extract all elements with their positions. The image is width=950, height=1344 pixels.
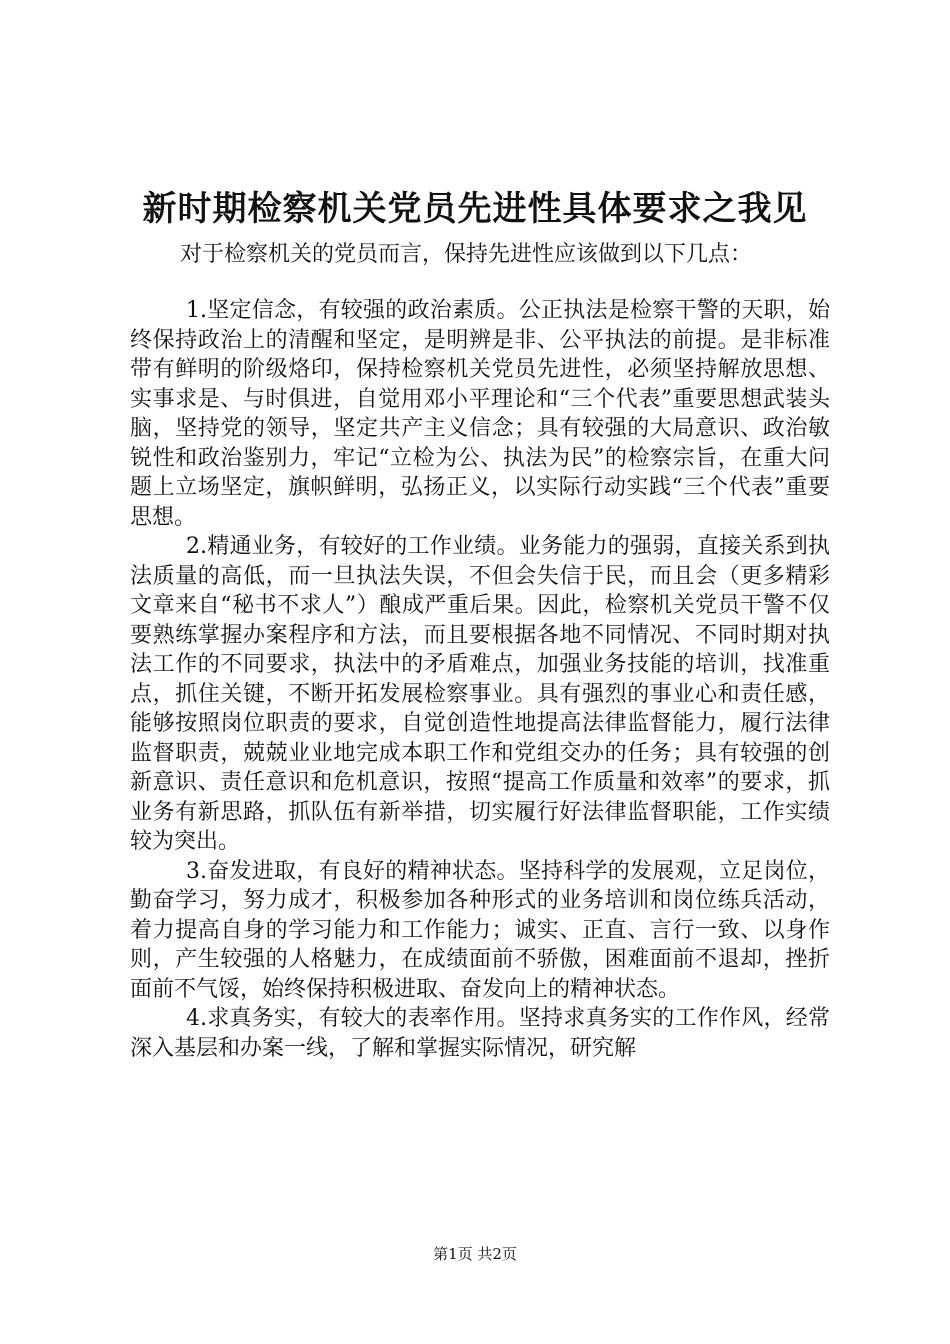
page-footer: 第1页 共2页	[433, 1245, 517, 1263]
document-title: 新时期检察机关党员先进性具体要求之我见	[142, 189, 808, 229]
paragraph-2: 2.精通业务，有较好的工作业绩。业务能力的强弱，直接关系到执法质量的高低，而一旦执法失误，不但会失信于民，而且会（更多精彩文章来自“秘书不求人”）酿成严重后果。因此，检察机关党员干警不仅要熟练掌握办案程序和方法，而且要根据各地不同情况、不同时期对执法工作的不同要求，执法中的矛盾难点，加强业务技能的培训，找准重点，抓住关键，不断开拓发展检察事业。具有强烈的事业心和责任感，能够按照岗位职责的要求，自觉创造性地提高法律监督能力，履行法律监督职责，兢兢业业地完成本职工作和党组交办的任务；具有较强的创新意识、责任意识和危机意识，按照“提高工作质量和效率”的要求，抓业务有新思路，抓队伍有新举措，切实履行好法律监督职能，工作实绩较为突出。	[130, 534, 830, 854]
document-body	[130, 296, 830, 1063]
paragraph-3: 3.奋发进取，有良好的精神状态。坚持科学的发展观，立足岗位，勤奋学习，努力成才，积极参加各种形式的业务培训和岗位练兵活动，着力提高自身的学习能力和工作能力；诚实、正直、言行一致、以身作则，产生较强的人格魅力，在成绩面前不骄傲，困难面前不退却，挫折面前不气馁，始终保持积极进取、奋发向上的精神状态。	[130, 858, 830, 1002]
intro-paragraph: 对于检察机关的党员而言，保持先进性应该做到以下几点：	[180, 242, 753, 267]
paragraph-4: 4.求真务实，有较大的表率作用。坚持求真务实的工作作风，经常深入基层和办案一线，了解和掌握实际情况，研究解	[130, 1006, 830, 1061]
paragraph-1: 1.坚定信念，有较强的政治素质。公正执法是检察干警的天职，始终保持政治上的清醒和坚定，是明辨是非、公平执法的前提。是非标准带有鲜明的阶级烙印，保持检察机关党员先进性，必须坚持解放思想、实事求是、与时俱进，自觉用邓小平理论和“三个代表”重要思想武装头脑，坚持党的领导，坚定共产主义信念；具有较强的大局意识、政治敏锐性和政治鉴别力，牢记“立检为公、执法为民”的检察宗旨，在重大问题上立场坚定，旗帜鲜明，弘扬正义，以实际行动实践“三个代表”重要思想。	[130, 298, 830, 530]
